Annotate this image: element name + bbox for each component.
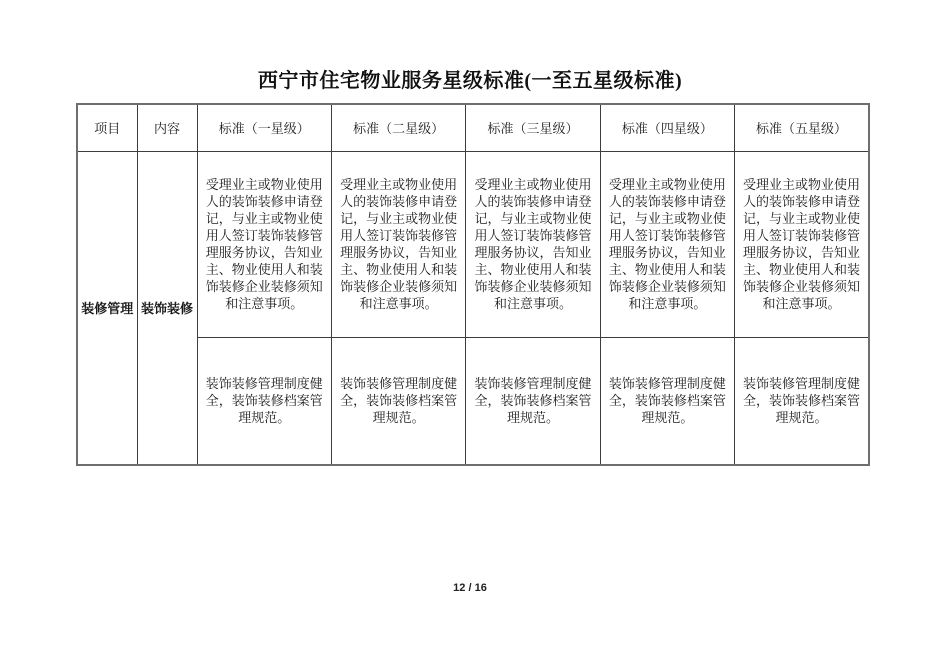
header-cell-star-4: 标准（四星级） bbox=[600, 104, 734, 151]
standard-cell-star-5-registration: 受理业主或物业使用人的装饰装修申请登记，与业主或物业使用人签订装饰装修管理服务协议，告知业主、物业使用人和装饰装修企业装修须知和注意事项。 bbox=[735, 151, 869, 337]
standard-cell-star-2-registration: 受理业主或物业使用人的装饰装修申请登记，与业主或物业使用人签订装饰装修管理服务协议，告知业主、物业使用人和装饰装修企业装修须知和注意事项。 bbox=[331, 151, 465, 337]
item-label-cell: 装修管理 bbox=[77, 151, 137, 465]
page-number: 12 / 16 bbox=[453, 582, 487, 594]
header-cell-star-2: 标准（二星级） bbox=[331, 104, 465, 151]
header-cell-star-3: 标准（三星级） bbox=[466, 104, 600, 151]
header-row bbox=[77, 104, 869, 151]
header-cell-star-5: 标准（五星级） bbox=[735, 104, 869, 151]
document-title: 西宁市住宅物业服务星级标准(一至五星级标准) bbox=[257, 70, 683, 92]
standard-cell-star-4-registration: 受理业主或物业使用人的装饰装修申请登记，与业主或物业使用人签订装饰装修管理服务协议，告知业主、物业使用人和装饰装修企业装修须知和注意事项。 bbox=[600, 151, 734, 337]
star-rating-table bbox=[76, 103, 870, 466]
standard-cell-star-1-registration: 受理业主或物业使用人的装饰装修申请登记，与业主或物业使用人签订装饰装修管理服务协议，告知业主、物业使用人和装饰装修企业装修须知和注意事项。 bbox=[197, 151, 331, 337]
standard-cell-star-3-system: 装饰装修管理制度健全，装饰装修档案管理规范。 bbox=[466, 337, 600, 465]
header-cell-item: 项目 bbox=[77, 104, 137, 151]
standard-cell-star-4-system: 装饰装修管理制度健全，装饰装修档案管理规范。 bbox=[600, 337, 734, 465]
content-label-cell: 装饰装修 bbox=[137, 151, 197, 465]
standard-cell-star-2-system: 装饰装修管理制度健全，装饰装修档案管理规范。 bbox=[331, 337, 465, 465]
header-cell-star-1: 标准（一星级） bbox=[197, 104, 331, 151]
table-row-registration bbox=[77, 151, 869, 337]
standard-cell-star-5-system: 装饰装修管理制度健全，装饰装修档案管理规范。 bbox=[735, 337, 869, 465]
standard-cell-star-1-system: 装饰装修管理制度健全，装饰装修档案管理规范。 bbox=[197, 337, 331, 465]
header-cell-content: 内容 bbox=[137, 104, 197, 151]
standard-cell-star-3-registration: 受理业主或物业使用人的装饰装修申请登记，与业主或物业使用人签订装饰装修管理服务协议，告知业主、物业使用人和装饰装修企业装修须知和注意事项。 bbox=[466, 151, 600, 337]
